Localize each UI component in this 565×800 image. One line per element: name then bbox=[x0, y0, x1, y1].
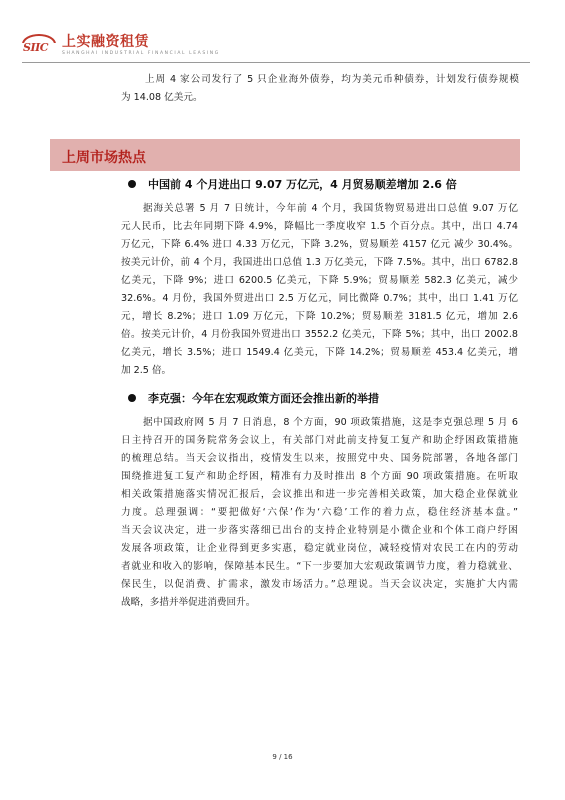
text-line: 加 2.5 倍。 bbox=[121, 365, 172, 376]
text-line: 亿美元，增长 3.5%；进口 1549.4 亿美元，下降 14.2%；贸易顺差 453.4 亿美元，增 bbox=[121, 347, 518, 358]
siic-logo-icon: SIIC bbox=[20, 34, 60, 56]
text-line: 上周 4 家公司发行了 5 只企业海外债券，均为美元币种债券，计划发行债券规模 bbox=[145, 74, 519, 85]
text-line: 者就业和收入的影响，保障基本民生。“下一步要加大宏观政策调节力度，着力稳就业、 bbox=[121, 561, 518, 572]
text-line: 围绕推进复工复产和助企纾困，精准有力及时推出 8 个方面 90 项政策措施。在听取 bbox=[121, 471, 518, 482]
text-line: 力度。总理强调：“要把做好‘六保’作为‘六稳’工作的着力点，稳住经济基本盘。” bbox=[121, 507, 518, 518]
text-line: 亿美元，下降 9%；进口 6200.5 亿美元，下降 5.9%；贸易顺差 582.3 亿美元，减少 bbox=[121, 275, 518, 286]
company-name-en: SHANGHAI INDUSTRIAL FINANCIAL LEASING bbox=[62, 51, 220, 56]
item-heading: 李克强：今年在宏观政策方面还会推出新的举措 bbox=[128, 390, 379, 406]
text-line: 据海关总署 5 月 7 日统计，今年前 4 个月，我国货物贸易进出口总值 9.07 万亿 bbox=[143, 203, 518, 214]
item-heading: 中国前 4 个月进出口 9.07 万亿元，4 月贸易顺差增加 2.6 倍 bbox=[128, 176, 457, 192]
text-line: 32.6%。4 月份，我国外贸进出口 2.5 万亿元，同比微降 0.7%；其中，出口 1.41 万亿 bbox=[121, 293, 518, 304]
text-line: 日主持召开的国务院常务会议上，有关部门对此前支持复工复产和助企纾困政策措施 bbox=[121, 435, 518, 446]
bullet-icon bbox=[128, 394, 136, 402]
text-line: 为 14.08 亿美元。 bbox=[121, 92, 203, 103]
intro-paragraph bbox=[121, 71, 519, 107]
text-line: 据中国政府网 5 月 7 日消息，8 个方面，90 项政策措施，这是李克强总理 5 月 6 bbox=[143, 417, 518, 428]
text-line: 战略，多措并举促进消费回升。 bbox=[121, 597, 256, 608]
text-line: 的梳理总结。当天会议指出，疫情发生以来，按照党中央、国务院部署，各地各部门 bbox=[121, 453, 518, 464]
text-line: 当天会议决定，进一步落实落细已出台的支持企业特别是小微企业和个体工商户纾困 bbox=[121, 525, 518, 536]
item-paragraph bbox=[121, 200, 518, 380]
section-title: 上周市场热点 bbox=[62, 150, 146, 166]
text-line: 倍。按美元计价，4 月份我国外贸进出口 3552.2 亿美元，下降 5%；其中，出口 2002.8 bbox=[121, 329, 518, 340]
text-line: 相关政策措施落实情况汇报后，会议推出和进一步完善相关政策，加大稳企业保就业 bbox=[121, 489, 518, 500]
text-line: 万亿元，下降 6.4% 进口 4.33 万亿元，下降 3.2%，贸易顺差 4157 亿元 减少 30.4%。 bbox=[121, 239, 518, 250]
company-name: 上实融资租赁 bbox=[62, 34, 149, 50]
header-divider bbox=[22, 62, 530, 63]
text-line: 保民生，以促消费、扩需求，激发市场活力。”总理说。当天会议决定，实施扩大内需 bbox=[121, 579, 518, 590]
text-line: 按美元计价，前 4 个月，我国进出口总值 1.3 万亿美元，下降 7.5%。其中，出口 6782.8 bbox=[121, 257, 518, 268]
text-line: 元人民币，比去年同期下降 4.9%，降幅比一季度收窄 1.5 个百分点。其中，出口 4.74 bbox=[121, 221, 518, 232]
company-logo bbox=[20, 34, 220, 60]
text-line: 元，增长 8.2%；进口 1.09 万亿元，下降 10.2%；贸易顺差 3181.5 亿元，增加 2.6 bbox=[121, 311, 518, 322]
page-number: 9 / 16 bbox=[272, 753, 293, 761]
item-paragraph bbox=[121, 414, 518, 612]
bullet-icon bbox=[128, 180, 136, 188]
text-line: 发展各项政策，让企业得到更多实惠，稳定就业岗位，减轻疫情对农民工在内的劳动 bbox=[121, 543, 518, 554]
